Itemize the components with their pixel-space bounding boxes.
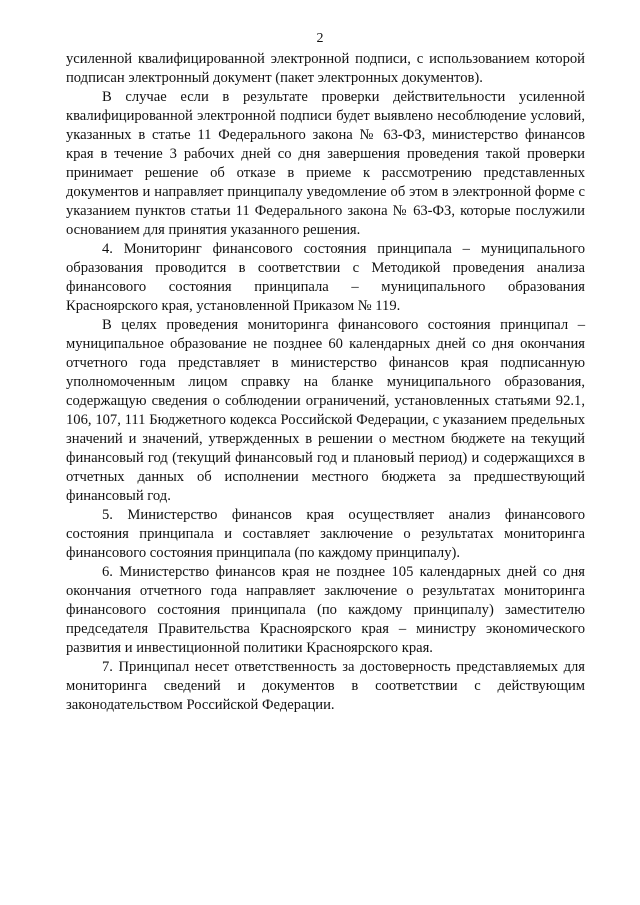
paragraph-continuation: усиленной квалифицированной электронной подписи, с использованием которой подписан электронный документ (пакет электронных документов).: [66, 51, 585, 86]
document-body: [66, 50, 585, 715]
paragraph-item-7-responsibility: 7. Принципал несет ответственность за достоверность представляемых для мониторинга сведений и документов в соответствии с действующим законодательством Российской Федерации.: [66, 659, 585, 713]
paragraph-signature-check-failure: В случае если в результате проверки действительности усиленной квалифицированной электронной подписи будет выявлено несоблюдение условий, указанных в статье 11 Федерального закона № 63-ФЗ, министерство финансов края в течение 3 рабочих дней со дня завершения проведения такой проверки принимает решение об отказе в приеме к рассмотрению представленных документов и направляет принципалу уведомление об этом в электронной форме с указанием пунктов статьи 11 Федерального закона № 63-ФЗ, которые послужили основанием для принятия указанного решения.: [66, 89, 585, 238]
paragraph-item-4-monitoring: 4. Мониторинг финансового состояния принципала – муниципального образования проводится в соответствии с Методикой проведения анализа финансового состояния принципала – муниципального образования Красноярского края, установленной Приказом № 119.: [66, 241, 585, 314]
paragraph-monitoring-certificate: В целях проведения мониторинга финансового состояния принципал – муниципальное образование не позднее 60 календарных дней со дня окончания отчетного года представляет в министерство финансов края подписанную уполномоченным лицом справку на бланке муниципального образования, содержащую сведения о соблюдении ограничений, установленных статьями 92.1, 106, 107, 111 Бюджетного кодекса Российской Федерации, с указанием предельных значений и значений, утвержденных в решении о местном бюджете на текущий финансовый год (текущий финансовый год и плановый период) и содержащихся в отчетных данных об исполнении местного бюджета за предшествующий финансовый год.: [66, 317, 585, 504]
paragraph-item-5-analysis: 5. Министерство финансов края осуществляет анализ финансового состояния принципала и составляет заключение о результатах мониторинга финансового состояния принципала (по каждому принципалу).: [66, 507, 585, 561]
page-number: 2: [316, 31, 324, 46]
paragraph-item-6-conclusion: 6. Министерство финансов края не позднее 105 календарных дней со дня окончания отчетного года направляет заключение о результатах мониторинга финансового состояния принципала (по каждому принципалу) заместителю председателя Правительства Красноярского края – министру экономического развития и инвестиционной политики Красноярского края.: [66, 564, 585, 656]
